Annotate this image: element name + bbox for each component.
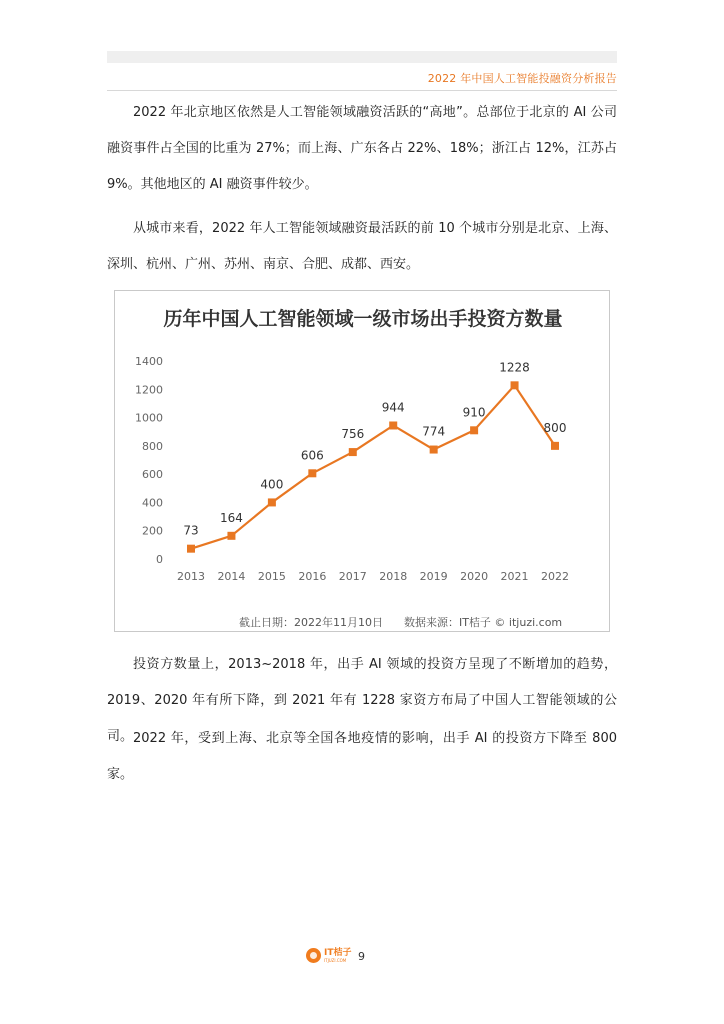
header-rule [107,90,617,91]
data-point-marker [551,442,559,450]
y-tick-label: 1000 [135,411,163,425]
y-tick-label: 600 [142,468,163,482]
x-tick-label: 2016 [298,570,327,583]
data-point-marker [308,469,316,477]
x-tick-label: 2018 [379,570,408,583]
x-tick-label: 2017 [338,570,367,583]
line-chart-svg [115,291,611,633]
data-value-label: 944 [381,400,405,415]
data-point-marker [227,532,235,540]
data-point-marker [389,421,397,429]
x-tick-label: 2013 [177,570,205,583]
data-point-marker [511,381,519,389]
y-tick-label: 1400 [135,355,163,368]
data-value-label: 1228 [499,360,530,375]
data-value-label: 73 [183,523,199,538]
y-tick-label: 200 [142,524,163,538]
x-tick-label: 2020 [460,570,489,583]
data-value-label: 910 [462,405,486,420]
data-value-label: 800 [543,420,567,435]
paragraph-beijing-share: 2022 年北京地区依然是人工智能领域融资活跃的“高地”。总部位于北京的 AI 公司融资事件占全国的比重为 27%；而上海、广东各占 22%、18%；浙江占 12%，江苏占 9%。其他地区的 AI 融资事件较少。 [107,105,617,192]
x-tick-label: 2019 [419,570,448,583]
y-tick-label: 800 [142,439,163,453]
data-value-label: 164 [219,510,243,525]
x-tick-label: 2014 [217,570,246,583]
chart-title: 历年中国人工智能领域一级市场出手投资方数量 [163,308,563,330]
paragraph-2022-decline: 2022 年，受到上海、北京等全国各地疫情的影响，出手 AI 的投资方下降至 800 家。 [107,731,617,782]
data-point-marker [268,498,276,506]
paragraph-investor-trend: 投资方数量上，2013~2018 年，出手 AI 领域的投资方呈现了不断增加的趋势，2019、2020 年有所下降，到 2021 年有 1228 家资方布局了中国人工智能领域的公司。 [107,657,617,744]
x-tick-label: 2015 [257,570,286,583]
y-tick-label: 1200 [135,383,163,397]
data-point-marker [187,545,195,553]
logo-text: IT桔子 [324,947,352,958]
data-value-label: 756 [341,427,365,442]
paragraph-top-cities: 从城市来看，2022 年人工智能领域融资最活跃的前 10 个城市分别是北京、上海、深圳、杭州、广州、苏州、南京、合肥、成都、西安。 [107,221,617,272]
data-value-label: 774 [422,424,446,439]
y-tick-label: 0 [156,553,163,566]
chart-footnote: 截止日期：2022年11月10日 数据来源：IT桔子 © itjuzi.com [239,616,563,629]
page-number: 9 [358,950,365,963]
data-value-label: 400 [260,477,284,492]
y-tick-label: 400 [142,496,163,510]
data-point-marker [430,446,438,454]
data-point-marker [349,448,357,456]
orange-logo-icon [306,948,321,963]
x-tick-label: 2022 [541,570,569,583]
series-line [191,385,555,548]
logo-subtext: ITJUZI.COM [324,957,347,963]
report-header-title: 2022 年中国人工智能投融资分析报告 [427,72,617,85]
x-tick-label: 2021 [500,570,529,583]
header-band [107,51,617,63]
itjuzi-logo [306,948,352,963]
data-point-marker [470,426,478,434]
investor-count-chart [114,290,610,632]
data-value-label: 606 [300,448,324,463]
